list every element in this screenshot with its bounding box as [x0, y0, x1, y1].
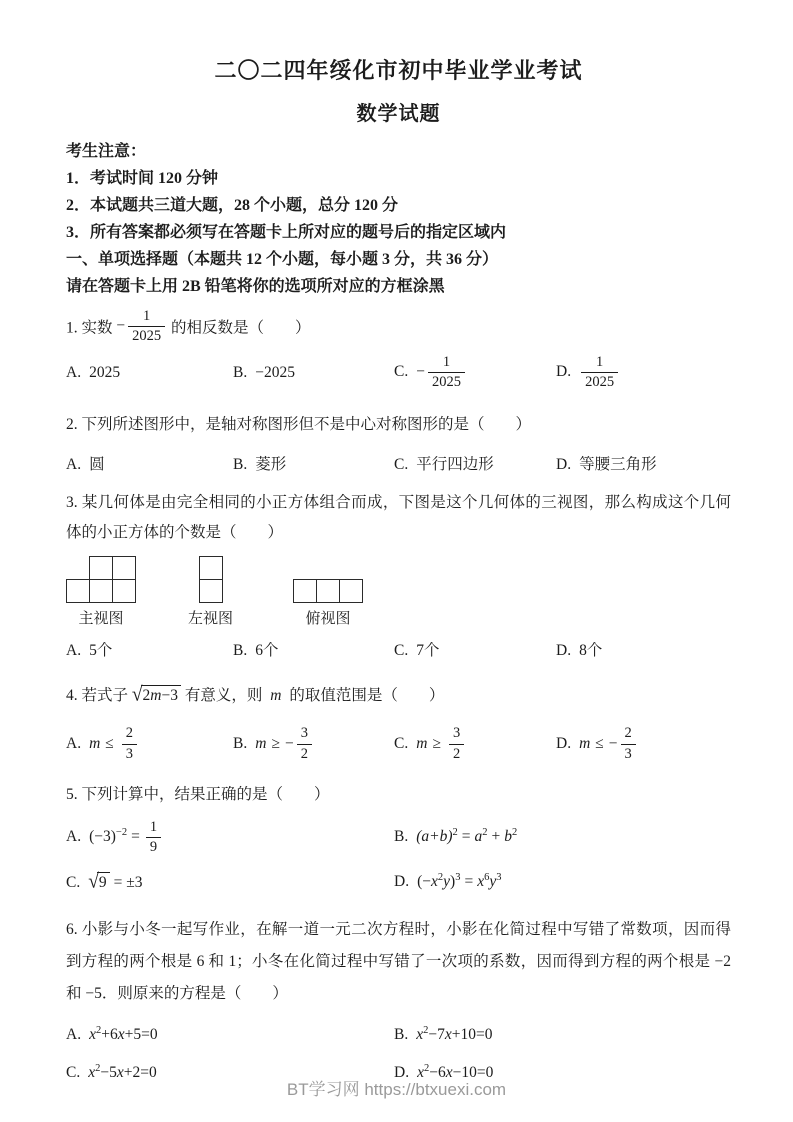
variable: x — [88, 1063, 96, 1081]
exponent: 2 — [95, 1024, 102, 1036]
front-view-grid — [66, 556, 136, 603]
variable: x — [444, 1025, 452, 1043]
option-6a — [66, 1026, 394, 1044]
q1-fraction — [116, 308, 167, 345]
relation-sign: ≤ — [105, 734, 114, 752]
relation-sign: ≤ — [595, 734, 604, 752]
candidate-notices — [66, 138, 731, 300]
relation-sign: ≥ — [432, 734, 441, 752]
option-value: 2025 — [89, 363, 121, 381]
option-3b — [233, 638, 394, 660]
option-4a — [66, 725, 233, 763]
cube-cell — [316, 579, 340, 603]
variable: x — [417, 1063, 424, 1081]
grid-row — [293, 579, 363, 603]
option-value — [255, 725, 314, 762]
variable: m — [89, 734, 101, 752]
q1-text-pre: 1. 实数 — [66, 319, 113, 337]
fraction-denominator: 2025 — [585, 374, 615, 391]
option-1a — [66, 364, 233, 382]
variable: y — [443, 873, 451, 891]
option-value: 菱形 — [255, 456, 287, 473]
fraction-denominator: 3 — [125, 745, 134, 762]
term: +2=0 — [123, 1063, 157, 1081]
base-expression: (−3) — [89, 828, 116, 845]
option-label: D. — [556, 642, 572, 660]
question-4-options — [66, 720, 731, 768]
term: −10=0 — [452, 1063, 494, 1081]
option-2c — [394, 452, 556, 474]
option-value — [416, 828, 517, 845]
q4-text-mid: 有意义，则 — [184, 687, 263, 705]
notice-heading: 考生注意： — [66, 143, 147, 160]
option-value — [579, 353, 620, 391]
watermark-link[interactable]: BT学习网 https://btxuexi.com — [286, 1080, 507, 1099]
cube-cell — [199, 579, 223, 603]
option-3c — [394, 638, 556, 660]
question-3-options — [66, 638, 731, 660]
option-label: C. — [394, 363, 409, 381]
q4-text-pre: 4. 若式子 — [66, 687, 129, 705]
exponent: 2 — [95, 1062, 101, 1074]
option-5b — [394, 828, 731, 846]
question-5-options-row-2 — [66, 862, 731, 902]
option-label: A. — [66, 1025, 82, 1043]
option-value: 平行四边形 — [416, 456, 494, 473]
cube-cell — [339, 579, 363, 603]
plus-sign: + — [491, 828, 501, 846]
fraction-denominator: 2 — [300, 745, 308, 762]
fraction — [581, 354, 618, 392]
cube-cell — [66, 579, 90, 603]
fraction — [128, 308, 165, 346]
cube-cell — [293, 579, 317, 603]
question-6-options-row-1 — [66, 1020, 731, 1050]
term: −6 — [429, 1063, 446, 1081]
variable: b — [504, 828, 513, 846]
term: +10=0 — [451, 1025, 493, 1043]
question-4-stem — [66, 676, 731, 714]
option-label: C. — [66, 874, 81, 892]
notice-item-1: 1．考试时间 120 分钟 — [66, 170, 219, 187]
grid-row — [66, 556, 136, 580]
term: −7 — [428, 1025, 445, 1043]
radicand: 9 — [97, 872, 110, 891]
equals-sign: = — [464, 873, 474, 891]
fraction-numerator: 2 — [122, 725, 137, 744]
option-label: B. — [233, 734, 248, 752]
cube-cell — [112, 556, 136, 580]
radicand-constant: −3 — [161, 687, 178, 705]
fraction-sign: − — [608, 734, 618, 752]
option-label: D. — [556, 734, 572, 752]
exponent: 2 — [512, 827, 518, 839]
variable: x — [116, 1063, 124, 1081]
option-value — [416, 1026, 492, 1043]
option-5a — [66, 819, 394, 857]
variable: x — [445, 1063, 453, 1081]
option-label: B. — [394, 828, 409, 846]
option-value: 8个 — [579, 642, 603, 660]
term: +5=0 — [124, 1025, 158, 1043]
option-2a — [66, 452, 233, 474]
question-3-stem: 3. 某几何体是由完全相同的小正方体组合而成，下图是这个几何体的三视图，那么构成这个几何体的小正方体的个数是（ ） — [66, 494, 731, 542]
left-view — [188, 556, 233, 628]
grid-row — [199, 556, 223, 580]
notice-item-3: 3．所有答案都必须写在答题卡上所对应的题号后的指定区域内 — [66, 224, 507, 241]
variable: x — [430, 873, 438, 891]
top-view-label: 俯视图 — [305, 611, 351, 628]
q4-text-post: 的取值范围是（ ） — [289, 687, 445, 705]
variable: x — [416, 1025, 424, 1043]
option-value: 7个 — [416, 642, 440, 660]
fraction-numerator: 1 — [428, 354, 465, 373]
relation-sign: ≥ — [271, 734, 280, 752]
option-value — [89, 1026, 158, 1043]
fraction — [621, 725, 636, 763]
exponent: 2 — [423, 1062, 430, 1074]
cube-cell — [89, 556, 113, 580]
fraction-numerator: 1 — [581, 354, 618, 373]
fraction — [428, 354, 465, 392]
option-label: B. — [233, 363, 248, 381]
page-subtitle: 数学试题 — [356, 103, 441, 125]
question-3-three-view-figure — [66, 556, 731, 628]
exponent: 3 — [455, 872, 461, 884]
front-view-label: 主视图 — [78, 611, 124, 628]
term: −5 — [100, 1063, 117, 1081]
close-paren: ) — [450, 873, 456, 891]
fraction-denominator: 2 — [452, 745, 461, 762]
option-3a — [66, 638, 233, 660]
option-5c — [66, 871, 394, 893]
left-view-label: 左视图 — [188, 611, 234, 628]
term: +6 — [101, 1025, 118, 1043]
option-value: 圆 — [89, 456, 105, 473]
option-1d — [556, 354, 731, 392]
option-value — [88, 1064, 157, 1081]
fraction — [146, 819, 161, 857]
exponent: 6 — [484, 872, 490, 884]
variable: x — [477, 873, 485, 891]
base-expression: (a+b) — [416, 828, 453, 846]
cube-cell — [112, 579, 136, 603]
option-label: B. — [233, 642, 248, 660]
option-value — [579, 725, 638, 762]
fraction-numerator: 3 — [449, 725, 464, 744]
fraction-numerator: 2 — [621, 725, 636, 744]
option-label: C. — [394, 642, 409, 660]
option-2b — [233, 452, 394, 474]
fraction-sign: − — [284, 734, 294, 752]
option-label: C. — [66, 1063, 81, 1081]
option-3d — [556, 638, 731, 660]
option-5d — [394, 873, 731, 891]
top-view — [293, 579, 363, 628]
exponent: 2 — [437, 872, 444, 884]
variable: a — [474, 828, 483, 846]
option-value: 等腰三角形 — [579, 456, 657, 473]
variable: x — [117, 1025, 125, 1043]
variable: x — [89, 1025, 96, 1043]
variable: m — [255, 734, 267, 752]
option-label: C. — [394, 734, 409, 752]
fraction-denominator: 2025 — [132, 328, 162, 345]
fraction — [122, 725, 137, 763]
fraction-denominator: 9 — [149, 838, 158, 855]
option-value — [89, 818, 163, 855]
radicand-variable: m — [150, 687, 162, 705]
option-label: A. — [66, 363, 82, 381]
left-view-grid — [199, 556, 223, 603]
fraction — [297, 725, 312, 763]
section-1-note: 请在答题卡上用 2B 铅笔将你的选项所对应的方框涂黑 — [66, 278, 445, 295]
question-5-stem: 5. 下列计算中，结果正确的是（ ） — [66, 786, 330, 804]
variable: y — [489, 873, 497, 891]
equals-sign: = — [131, 828, 140, 845]
radicand-coefficient: 2 — [142, 687, 151, 705]
grid-row — [66, 579, 136, 603]
q1-text-post: 的相反数是（ ） — [171, 319, 311, 337]
option-value — [89, 725, 139, 762]
fraction — [449, 725, 464, 763]
cube-cell — [89, 579, 113, 603]
cube-cell — [199, 556, 223, 580]
notice-item-2: 2．本试题共三道大题，28 个小题，总分 120 分 — [66, 197, 399, 214]
option-label: D. — [394, 873, 410, 891]
variable: m — [416, 734, 428, 752]
fraction-denominator: 2025 — [431, 374, 461, 391]
option-label: D. — [394, 1063, 410, 1081]
option-value: 5个 — [89, 642, 113, 660]
option-4d — [556, 725, 731, 763]
option-label: D. — [556, 456, 572, 473]
option-4c — [394, 725, 556, 763]
option-4b — [233, 725, 394, 763]
question-2-options — [66, 452, 731, 474]
option-value — [88, 870, 146, 893]
radical-sign: √ — [131, 683, 143, 706]
fraction-numerator: 3 — [297, 725, 312, 744]
question-2-stem: 2. 下列所述图形中，是轴对称图形但不是中心对称图形的是（ ） — [66, 415, 532, 433]
grid-row — [199, 579, 223, 603]
option-value — [417, 873, 501, 890]
option-label: A. — [66, 828, 82, 845]
option-label: B. — [233, 456, 248, 473]
option-1c — [394, 354, 556, 392]
top-view-grid — [293, 579, 363, 603]
fraction-sign: − — [416, 363, 425, 381]
exponent: 2 — [482, 827, 488, 839]
option-6b — [394, 1026, 731, 1044]
option-label: D. — [556, 363, 572, 381]
section-1-heading: 一、单项选择题（本题共 12 个小题，每小题 3 分，共 36 分） — [66, 251, 499, 268]
option-value: 6个 — [255, 642, 279, 660]
radicand — [141, 685, 181, 704]
equals-sign: = — [461, 828, 471, 846]
option-label: A. — [66, 734, 82, 752]
option-label: B. — [394, 1025, 409, 1043]
exponent: 3 — [496, 872, 502, 884]
exponent: −2 — [115, 826, 128, 838]
radical-sign: √ — [88, 870, 99, 893]
fraction-numerator: 1 — [128, 308, 165, 327]
question-1-options — [66, 350, 731, 396]
exponent: 2 — [423, 1024, 429, 1036]
front-view — [66, 556, 136, 628]
question-1-stem — [66, 308, 731, 346]
q4-variable: m — [270, 687, 282, 705]
q1-fraction-sign: − — [116, 317, 126, 335]
option-label: C. — [394, 456, 409, 473]
option-value — [416, 725, 466, 762]
question-5-options-row-1 — [66, 814, 731, 860]
q4-radical — [131, 683, 181, 706]
question-6-stem: 6. 小影与小冬一起写作业，在解一道一元二次方程时，小影在化简过程中写错了常数项，因而得到方程的两个根是 6 和 1；小冬在化简过程中写错了一次项的系数，因而得到方程的两个根是 −2 和 −5．则原来的方程是（ ） — [66, 921, 731, 1002]
result-expression: = ±3 — [113, 874, 143, 892]
option-1b — [233, 364, 394, 382]
option-2d — [556, 452, 731, 474]
open-paren: (− — [417, 873, 431, 891]
fraction-denominator: 3 — [624, 745, 632, 762]
option-label: A. — [66, 456, 82, 473]
radical — [88, 870, 109, 893]
option-value — [416, 353, 467, 391]
variable: m — [579, 734, 591, 752]
fraction-numerator: 1 — [146, 819, 161, 838]
option-value: −2025 — [255, 363, 295, 381]
exponent: 2 — [452, 827, 458, 839]
option-label: A. — [66, 642, 82, 660]
page-title: 二〇二四年绥化市初中毕业学业考试 — [214, 58, 583, 83]
